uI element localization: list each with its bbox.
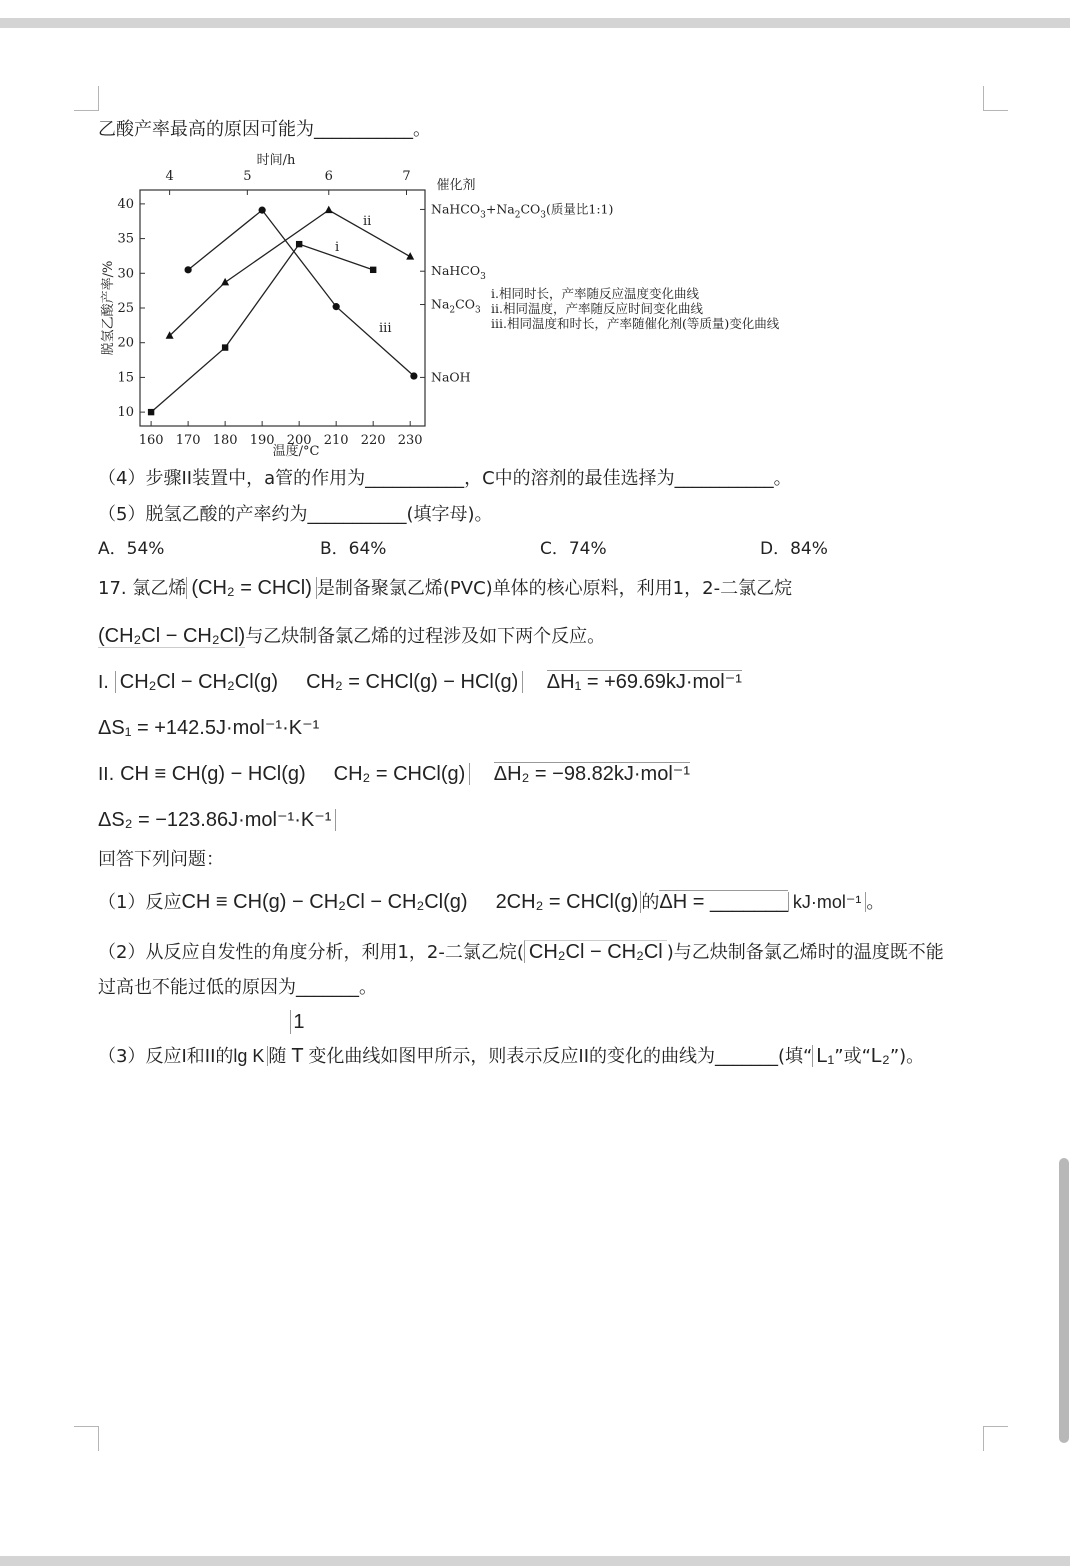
- y-tick-label: 30: [117, 266, 134, 282]
- q17-intro-line2: [98, 624, 605, 649]
- bottom-axis-label: 温度/°C: [272, 444, 320, 459]
- data-point-circle: [410, 372, 417, 379]
- q16-prompt-line: [98, 118, 431, 142]
- data-point-square: [370, 267, 376, 273]
- q17-sub2-line1: [98, 940, 944, 965]
- fraction-1-over-t: [286, 1011, 308, 1069]
- y-tick-label: 15: [117, 370, 134, 386]
- data-point-square: [148, 409, 154, 415]
- lgk-symbol: lg K: [233, 1046, 268, 1066]
- reaction-1-left: CH₂Cl − CH₂Cl(g): [119, 671, 279, 693]
- x-tick-label: 220: [360, 433, 386, 448]
- option-c: C．74%: [540, 539, 607, 559]
- y-tick-label: 20: [117, 335, 134, 351]
- q17-sub3-or: ”或“: [834, 1046, 871, 1067]
- series-label-iii: iii: [379, 321, 392, 336]
- plot-frame: [140, 190, 425, 426]
- viewer-bottom-bar: [0, 1556, 1070, 1566]
- y-tick-label: 25: [117, 301, 134, 316]
- reaction-2-left: CH ≡ CH(g) − HCl(g): [120, 763, 306, 785]
- answer-blank: ___________: [314, 119, 413, 140]
- reaction-1-label: I.: [98, 672, 110, 693]
- q17-sub3-end: ”)。: [889, 1046, 925, 1067]
- reaction-2-equation: [120, 763, 470, 785]
- q17-sub1-right: 2CH₂ = CHCl(g): [495, 891, 639, 913]
- reaction-2-entropy: ΔS₂ = −123.86J·mol⁻¹·K⁻¹: [98, 809, 336, 831]
- x-tick-label: 180: [212, 433, 238, 448]
- q17-sub3: [98, 1011, 925, 1069]
- fraction-numerator: 1: [290, 1010, 304, 1034]
- data-point-circle: [185, 266, 192, 273]
- x-tick-label: 210: [323, 433, 349, 448]
- q17-sub2-text-2: )与乙炔制备氯乙烯时的温度既不能: [666, 942, 944, 963]
- q17-intro-line1: [98, 576, 792, 601]
- series-label-ii: ii: [363, 214, 372, 229]
- q17-sub3-sui: 随: [268, 1046, 287, 1067]
- reaction-2: [98, 762, 690, 787]
- q17-intro-text: 是制备聚氯乙烯(PVC)单体的核心原料，利用1，2-二氯乙烷: [316, 578, 793, 599]
- series-label-i: i: [335, 240, 340, 255]
- catalyst-label: $NaHCO_3+Na_2CO_3$(质量比1:1): [431, 201, 614, 221]
- q17-sub3-text: （3）反应I和II的: [98, 1046, 234, 1067]
- x-tick-label: 160: [138, 433, 164, 448]
- x-tick-label: 170: [175, 433, 201, 448]
- q17-sub2-line2: 过高也不能过低的原因为_______。: [98, 977, 377, 998]
- series-line-i: [151, 244, 373, 412]
- legend-line-2: ii.相同温度，产率随反应时间变化曲线: [491, 301, 703, 316]
- curve-l1: L₁: [812, 1045, 834, 1067]
- top-tick-label: 4: [165, 169, 174, 184]
- q16-sub5: （5）脱氢乙酸的产率约为___________(填字母)。: [98, 504, 493, 525]
- top-tick-label: 5: [243, 169, 252, 184]
- catalyst-label: $Na_2CO_3$: [431, 296, 481, 316]
- reaction-2-right: CH₂ = CHCl(g): [333, 763, 466, 785]
- x-tick-label: 200: [286, 433, 312, 448]
- option-b: B．64%: [320, 539, 387, 559]
- period: 。: [413, 119, 431, 140]
- fraction-denominator: T: [291, 1045, 304, 1067]
- formula-dichloroethane: (CH₂Cl − CH₂Cl): [98, 625, 246, 647]
- option-a: A．54%: [98, 539, 165, 559]
- q17-sub3-text-2: 变化曲线如图甲所示，则表示反应II的变化的曲线为_______(填“: [308, 1046, 813, 1067]
- data-point-triangle: [221, 278, 229, 286]
- q17-sub1-de: 的: [641, 892, 660, 913]
- reaction-1-entropy: ΔS₁ = +142.5J·mol⁻¹·K⁻¹: [98, 717, 320, 739]
- formula-vinyl-chloride: (CH₂ = CHCl): [186, 577, 317, 599]
- q16-prompt-text: 乙酸产率最高的原因可能为: [98, 119, 314, 140]
- x-tick-label: 230: [397, 433, 423, 448]
- y-axis-label: 脱氢乙酸产率/%: [101, 260, 116, 356]
- legend-line-3: iii.相同温度和时长，产率随催化剂(等质量)变化曲线: [491, 316, 780, 331]
- reaction-2-enthalpy: ΔH₂ = −98.82kJ·mol⁻¹: [493, 763, 690, 785]
- scrollbar-thumb[interactable]: [1059, 1158, 1069, 1443]
- catalyst-label: NaHCO$_3$: [431, 263, 486, 283]
- data-point-triangle: [406, 252, 414, 260]
- reaction-1-right: CH₂ = CHCl(g) − HCl(g): [306, 671, 519, 693]
- right-axis-title: 催化剂: [436, 178, 476, 193]
- data-point-triangle: [325, 206, 333, 214]
- viewer-top-bar: [0, 18, 1070, 28]
- data-point-circle: [333, 303, 340, 310]
- option-d: D．84%: [760, 539, 828, 559]
- curve-l2: L₂: [870, 1045, 890, 1067]
- data-point-square: [222, 344, 228, 350]
- reaction-1-entropy-line: [98, 716, 319, 741]
- reaction-2-entropy-line: [98, 808, 336, 833]
- top-tick-label: 7: [402, 169, 411, 184]
- q17-sub1-equation: [181, 891, 641, 913]
- y-tick-label: 35: [117, 231, 134, 247]
- q17-sub1-left: CH ≡ CH(g) − CH₂Cl − CH₂Cl(g): [181, 891, 468, 913]
- crop-mark-top-left: [74, 86, 99, 111]
- crop-mark-bottom-right: [983, 1426, 1008, 1451]
- top-tick-label: 6: [324, 169, 333, 184]
- formula-dichloroethane-2: CH₂Cl − CH₂Cl: [524, 940, 667, 963]
- q17-sub1-text: （1）反应: [98, 892, 182, 913]
- q16-sub4: （4）步骤II装置中，a管的作用为___________，C中的溶剂的最佳选择为___________。: [98, 468, 792, 489]
- legend-line-1: i.相同时长，产率随反应温度变化曲线: [491, 286, 699, 301]
- q17-sub1: [98, 890, 884, 915]
- reaction-1-enthalpy: ΔH₁ = +69.69kJ·mol⁻¹: [546, 671, 742, 693]
- q16-options: [0, 534, 1070, 558]
- catalyst-label: NaOH: [431, 369, 471, 385]
- data-point-square: [296, 241, 302, 247]
- reaction-1-equation: [115, 671, 524, 693]
- answer-prompt: 回答下列问题：: [98, 849, 224, 870]
- data-point-circle: [259, 207, 266, 214]
- q17-intro-text-2: 与乙炔制备氯乙烯的过程涉及如下两个反应。: [245, 626, 606, 647]
- crop-mark-bottom-left: [74, 1426, 99, 1451]
- y-tick-label: 40: [117, 196, 134, 212]
- period: 。: [866, 892, 885, 913]
- reaction-2-label: II.: [98, 764, 115, 785]
- y-tick-label: 10: [117, 405, 134, 421]
- reaction-1: [98, 670, 742, 695]
- q17-number: 17. 氯乙烯: [98, 578, 187, 599]
- top-axis-label: 时间/h: [256, 153, 296, 168]
- q17-sub2-text: （2）从反应自发性的角度分析，利用1，2-二氯乙烷(: [98, 942, 524, 963]
- crop-mark-top-right: [983, 86, 1008, 111]
- yield-chart: [98, 148, 858, 463]
- q17-sub1-blank: ΔH = _______: [659, 891, 788, 913]
- q17-sub1-unit: kJ·mol⁻¹: [788, 892, 867, 912]
- x-tick-label: 190: [249, 433, 275, 448]
